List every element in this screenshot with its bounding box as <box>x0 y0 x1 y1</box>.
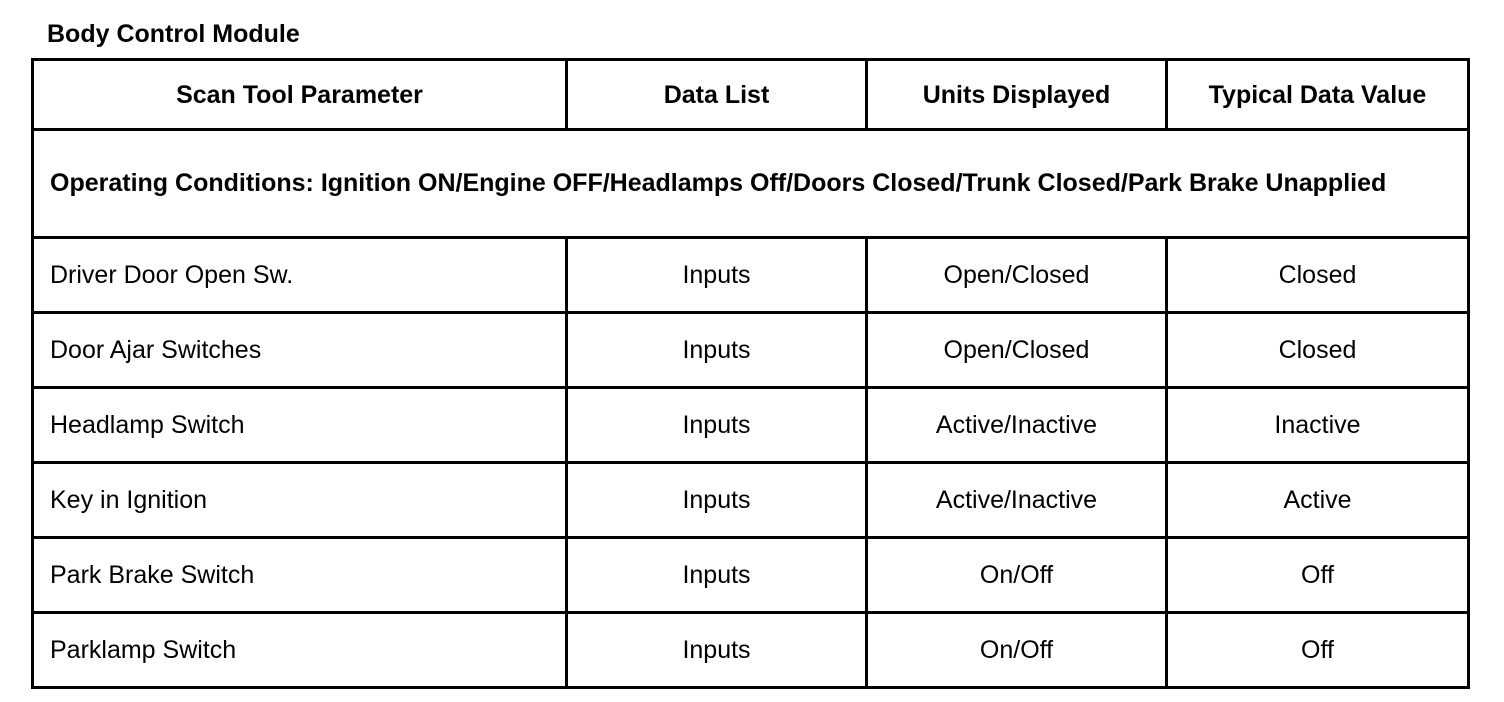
table-row <box>33 313 1469 388</box>
typical-value-cell: Inactive <box>1167 388 1469 463</box>
parameter-cell: Key in Ignition <box>33 463 567 538</box>
parameter-cell: Door Ajar Switches <box>33 313 567 388</box>
data-table <box>31 58 1470 689</box>
data-list-cell: Inputs <box>567 613 867 688</box>
table-header-row <box>33 60 1469 130</box>
table-row <box>33 463 1469 538</box>
typical-value-cell: Off <box>1167 613 1469 688</box>
operating-conditions-row <box>33 130 1469 238</box>
data-list-cell: Inputs <box>567 538 867 613</box>
typical-value-cell: Off <box>1167 538 1469 613</box>
units-cell: On/Off <box>867 538 1167 613</box>
table-row <box>33 538 1469 613</box>
data-list-cell: Inputs <box>567 238 867 313</box>
typical-value-cell: Closed <box>1167 238 1469 313</box>
data-list-cell: Inputs <box>567 313 867 388</box>
table-row <box>33 613 1469 688</box>
data-list-cell: Inputs <box>567 388 867 463</box>
header-units-displayed: Units Displayed <box>867 60 1167 130</box>
units-cell: On/Off <box>867 613 1167 688</box>
header-data-list: Data List <box>567 60 867 130</box>
data-list-cell: Inputs <box>567 463 867 538</box>
table-row <box>33 388 1469 463</box>
units-cell: Active/Inactive <box>867 388 1167 463</box>
typical-value-cell: Active <box>1167 463 1469 538</box>
parameter-cell: Headlamp Switch <box>33 388 567 463</box>
parameter-cell: Driver Door Open Sw. <box>33 238 567 313</box>
units-cell: Open/Closed <box>867 313 1167 388</box>
page-title: Body Control Module <box>47 20 300 48</box>
units-cell: Active/Inactive <box>867 463 1167 538</box>
header-scan-tool-parameter: Scan Tool Parameter <box>33 60 567 130</box>
table-row <box>33 238 1469 313</box>
typical-value-cell: Closed <box>1167 313 1469 388</box>
parameter-cell: Park Brake Switch <box>33 538 567 613</box>
header-typical-data-value: Typical Data Value <box>1167 60 1469 130</box>
parameter-cell: Parklamp Switch <box>33 613 567 688</box>
operating-conditions: Operating Conditions: Ignition ON/Engine OFF/Headlamps Off/Doors Closed/Trunk Closed/Park Brake Unapplied <box>33 130 1469 238</box>
units-cell: Open/Closed <box>867 238 1167 313</box>
